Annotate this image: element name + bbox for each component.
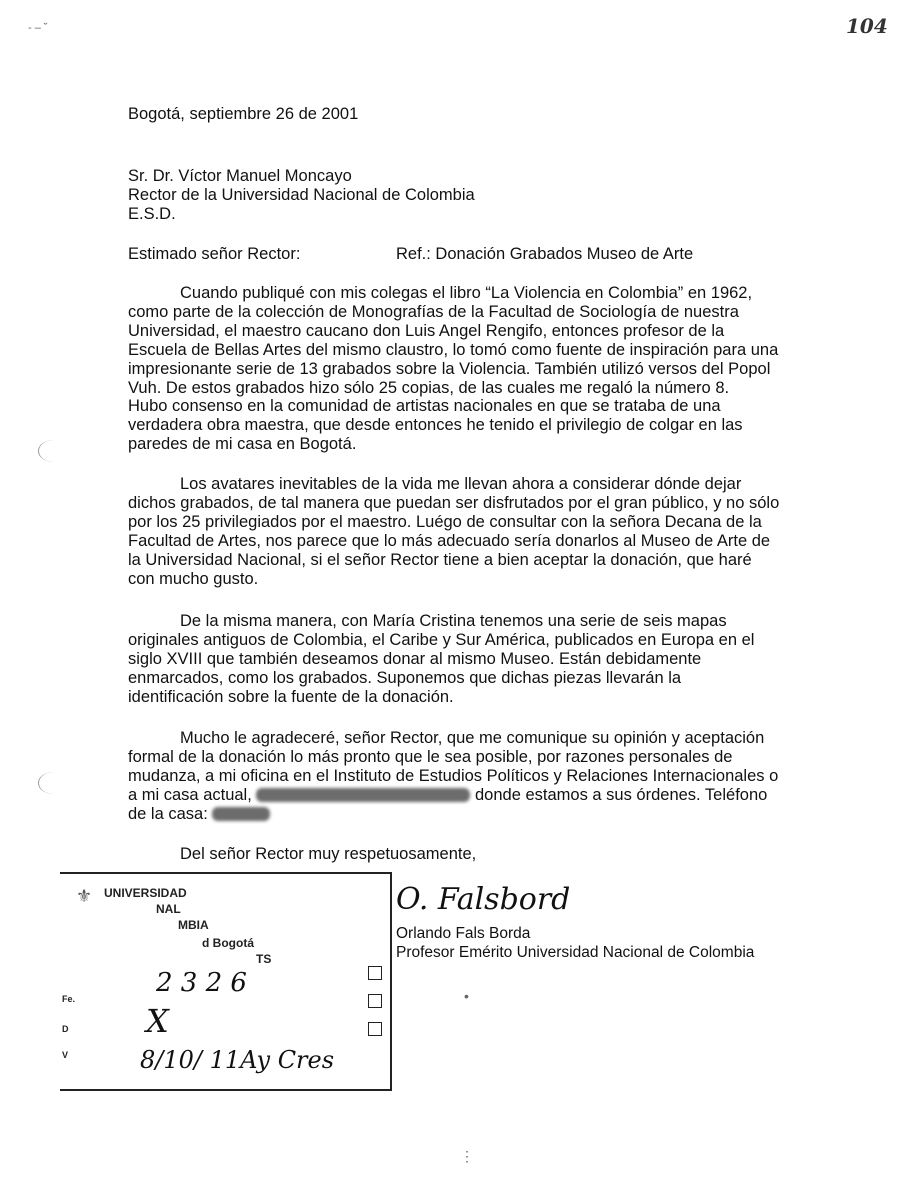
text-line: De la misma manera, con María Cristina tenemos una serie de seis mapas: [180, 612, 727, 630]
text-line: como parte de la colección de Monografías de la Facultad de Sociología de nuestra: [128, 302, 739, 321]
recipient-esd: E.S.D.: [128, 205, 176, 223]
text-line: enmarcados, como los grabados. Suponemos que dichas piezas llevarán la: [128, 668, 682, 687]
stamp-text: UNIVERSIDAD: [104, 886, 187, 900]
text-line-with-redaction: [128, 786, 788, 805]
text-line: identificación sobre la fuente de la donación.: [128, 687, 454, 706]
handwritten-mark: X: [146, 1002, 169, 1040]
text-line: Cuando publiqué con mis colegas el libro “La Violencia en Colombia” en 1962,: [180, 284, 753, 302]
stamp-checkbox: [368, 966, 382, 980]
text-line: Mucho le agradeceré, señor Rector, que me comunique su opinión y aceptación: [180, 729, 765, 747]
salutation: Estimado señor Rector:: [128, 245, 301, 263]
stamp-text: TS: [256, 952, 272, 966]
handwritten-number: 2 3 2 6: [156, 968, 247, 998]
paragraph-1: [128, 284, 788, 454]
scan-speck: ⋮: [460, 1148, 474, 1164]
recipient-name: Sr. Dr. Víctor Manuel Moncayo: [128, 167, 352, 185]
text-line: formal de la donación lo más pronto que le sea posible, por razones personales de: [128, 747, 733, 766]
text-line: Los avatares inevitables de la vida me llevan ahora a considerar dónde dejar: [180, 475, 742, 493]
text-line: paredes de mi casa en Bogotá.: [128, 435, 357, 454]
text-fragment: a mi casa actual,: [128, 785, 252, 804]
reception-stamp: [60, 872, 392, 1091]
text-line: Facultad de Artes, nos parece que lo más adecuado sería donarlos al Museo de Arte de: [128, 531, 771, 550]
text-fragment: donde estamos a sus órdenes. Teléfono: [475, 785, 768, 804]
paragraph-4: [128, 729, 788, 824]
stamp-label: D: [62, 1024, 69, 1034]
text-line: impresionante serie de 13 grabados sobre la Violencia. También utilizó versos del Popol: [128, 359, 771, 378]
redacted-phone: [212, 807, 270, 821]
punch-hole-mark: [38, 440, 69, 462]
stamp-checkbox: [368, 994, 382, 1008]
signature: O. Falsbord: [396, 882, 571, 917]
text-line: mudanza, a mi oficina en el Instituto de Estudios Políticos y Relaciones Internacionales o: [128, 766, 779, 785]
signer-title: Profesor Emérito Universidad Nacional de Colombia: [396, 944, 755, 961]
paragraph-3: [128, 612, 788, 707]
text-line: Escuela de Bellas Artes del mismo claustro, lo tomó como fuente de inspiración para una: [128, 340, 779, 359]
punch-hole-mark: [38, 772, 69, 794]
scan-speck: •: [464, 988, 469, 1004]
recipient-title: Rector de la Universidad Nacional de Colombia: [128, 186, 475, 204]
crest-icon: ⚜: [76, 886, 93, 906]
text-line: verdadera obra maestra, que desde entonces he tenido el privilegio de colgar en las: [128, 416, 743, 435]
text-line: la Universidad Nacional, si el señor Rector tiene a bien aceptar la donación, que haré: [128, 550, 752, 569]
stamp-text: NAL: [156, 902, 181, 916]
scan-smudge: ‑ ‒ ˘: [28, 22, 48, 34]
redacted-address: [256, 788, 470, 802]
text-line: siglo XVIII que también deseamos donar al mismo Museo. Están debidamente: [128, 649, 702, 668]
text-line-with-redaction: [128, 805, 788, 824]
page-number: 104: [846, 14, 888, 38]
signer-name: Orlando Fals Borda: [396, 925, 531, 942]
date-line: Bogotá, septiembre 26 de 2001: [128, 105, 359, 123]
text-line: Universidad, el maestro caucano don Luis Angel Rengifo, entonces profesor de la: [128, 321, 725, 340]
stamp-text: d Bogotá: [202, 936, 254, 950]
text-line: Hubo consenso en la comunidad de artistas nacionales en que se trataba de una: [128, 397, 721, 416]
stamp-label: Fe.: [62, 994, 76, 1004]
closing-line: Del señor Rector muy respetuosamente,: [180, 845, 477, 863]
handwritten-date: 8/10/ 11Ay Cres: [140, 1046, 335, 1074]
text-line: Vuh. De estos grabados hizo sólo 25 copias, de las cuales me regaló la número 8.: [128, 378, 730, 397]
stamp-checkbox: [368, 1022, 382, 1036]
stamp-label: V: [62, 1050, 69, 1060]
text-fragment: de la casa:: [128, 804, 208, 823]
text-line: con mucho gusto.: [128, 569, 259, 588]
reference-line: Ref.: Donación Grabados Museo de Arte: [396, 245, 694, 263]
stamp-text: MBIA: [178, 918, 209, 932]
text-line: originales antiguos de Colombia, el Caribe y Sur América, publicados en Europa en el: [128, 630, 755, 649]
paragraph-2: [128, 475, 788, 588]
text-line: dichos grabados, de tal manera que puedan ser disfrutados por el gran público, y no sólo: [128, 493, 780, 512]
text-line: por los 25 privilegiados por el maestro. Luégo de consultar con la señora Decana de la: [128, 512, 762, 531]
